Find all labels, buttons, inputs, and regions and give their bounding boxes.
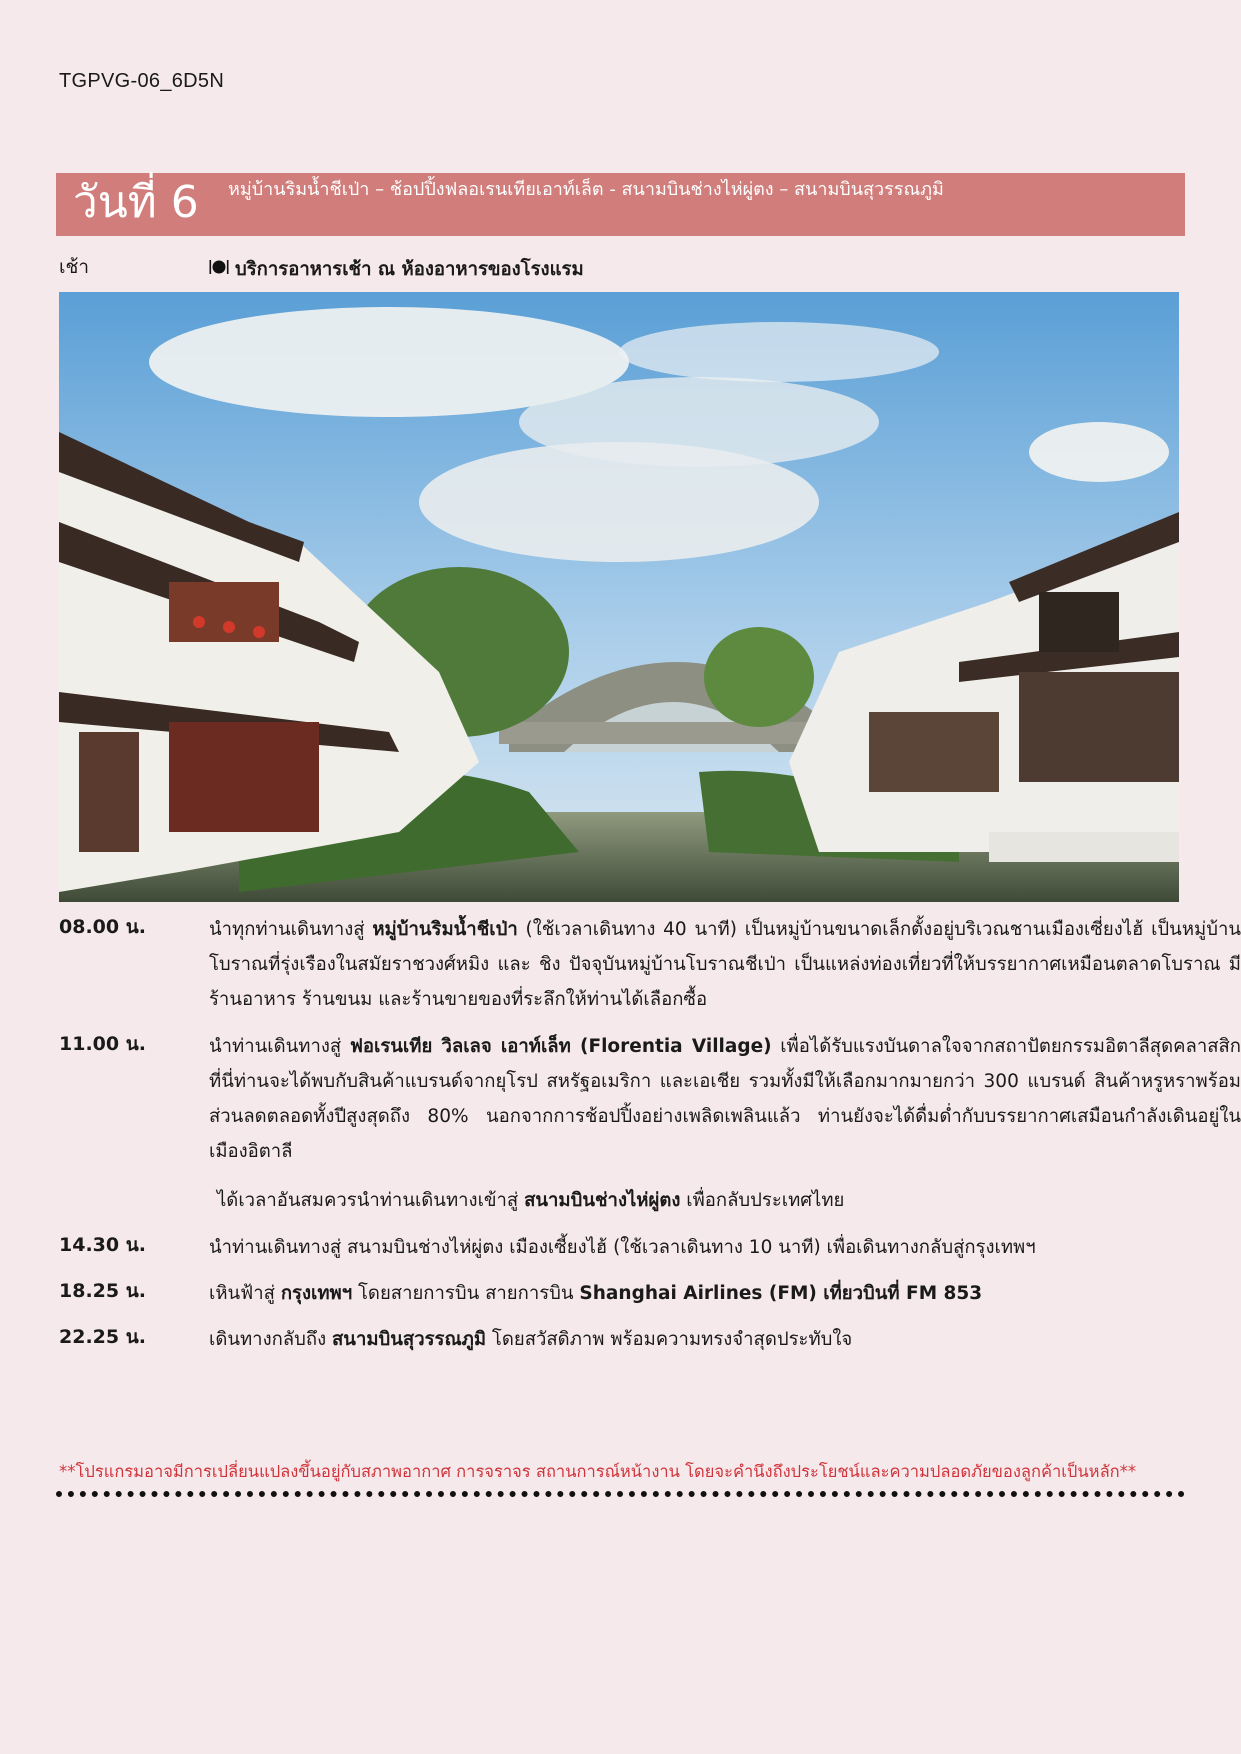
itinerary-text: ได้เวลาอันสมควรนำท่านเดินทางเข้าสู่ — [217, 1190, 525, 1211]
itinerary-text: โดยสายการบิน สายการบิน — [352, 1283, 580, 1304]
itinerary-desc — [209, 1029, 1241, 1169]
itinerary-highlight: หมู่บ้านริมน้ำชีเป่า — [372, 919, 518, 940]
itinerary-text: เพื่อกลับประเทศไทย — [680, 1190, 845, 1211]
itinerary-time: 18.25 น. — [59, 1280, 146, 1302]
meal-icon — [209, 252, 229, 287]
itinerary-text: เพื่อได้รับแรงบันดาลใจจากสถาปัตยกรรมอิตาลีสุดคลาสสิก ที่นี่ท่านจะได้พบกับสินค้าแบรนด์จากยุโรป สหรัฐอเมริกา และเอเชีย รวมทั้งมีให้เลือกมากมายกว่า 300 แบรนด์ สินค้าหรูหราพร้อมส่วนลดตลอดทั้งปีสูงสุดถึง 80% นอกจากการช้อปปิ้งอย่างเพลิดเพลินแล้ว ท่านยังจะได้ดื่มด่ำกับบรรยากาศเสมือนกำลังเดินอยู่ในเมืองอิตาลี — [209, 1036, 1241, 1162]
breakfast-text: บริการอาหารเช้า ณ ห้องอาหารของโรงแรม — [235, 259, 584, 280]
itinerary-text: โดยสวัสดิภาพ พร้อมความทรงจำสุดประทับใจ — [486, 1329, 853, 1350]
itinerary-text: นำทุกท่านเดินทางสู่ — [209, 919, 373, 940]
itinerary-text: นำท่านเดินทางสู่ สนามบินช่างไห่ผู่ตง เมืองเซี้ยงไฮ้ (ใช้เวลาเดินทาง 10 นาที) เพื่อเดินทางกลับสู่กรุงเทพฯ — [209, 1237, 1036, 1258]
itinerary-highlight: สนามบินช่างไห่ผู่ตง — [524, 1190, 681, 1211]
disclaimer-note: **โปรแกรมอาจมีการเปลี่ยนแปลงขึ้นอยู่กับสภาพอากาศ การจราจร สถานการณ์หน้างาน โดยจะคำนึงถึงประโยชน์และความปลอดภัยของลูกค้าเป็นหลัก** — [59, 1462, 1137, 1481]
itinerary-time: 22.25 น. — [59, 1326, 146, 1348]
breakfast-time: เช้า — [59, 256, 90, 278]
itinerary-desc — [209, 1322, 1241, 1357]
itinerary-highlight: กรุงเทพฯ — [280, 1283, 353, 1304]
itinerary-highlight: สนามบินสุวรรณภูมิ — [332, 1329, 487, 1350]
document-code: TGPVG-06_6D5N — [59, 70, 225, 92]
itinerary-text: (ใช้เวลาเดินทาง 40 นาที) เป็นหมู่บ้านขนาดเล็กตั้งอยู่บริเวณชานเมืองเซี่ยงไฮ้ เป็นหมู่บ้านโบราณที่รุ่งเรืองในสมัยราชวงศ์หมิง และ ชิง ปัจจุบันหมู่บ้านโบราณชีเป่า เป็นแหล่งท่องเที่ยวที่ให้บรรยากาศเหมือนตลาดโบราณ มีร้านอาหาร ร้านขนม และร้านขายของที่ระลึกให้ท่านได้เลือกซื้อ — [209, 919, 1241, 1010]
itinerary-time: 11.00 น. — [59, 1033, 146, 1055]
flight-info: Shanghai Airlines (FM) เที่ยวบินที่ FM 853 — [579, 1283, 983, 1304]
day-title: หมู่บ้านริมน้ำชีเป่า – ช้อปปิ้งฟลอเรนเทียเอาท์เล็ต - สนามบินช่างไห่ผู่ตง – สนามบินสุวรรณภูมิ — [228, 179, 944, 200]
dotted-divider — [56, 1491, 1185, 1497]
itinerary-desc — [209, 1230, 1241, 1265]
itinerary-time: 08.00 น. — [59, 916, 146, 938]
itinerary-desc — [209, 1276, 1241, 1311]
day-banner — [56, 173, 1185, 236]
breakfast-desc — [209, 252, 1241, 287]
itinerary-time: 14.30 น. — [59, 1234, 146, 1256]
itinerary-highlight: ฟอเรนเทีย วิลเลจ เอาท์เล็ท (Florentia Village) — [349, 1036, 772, 1057]
itinerary-text: นำท่านเดินทางสู่ — [209, 1036, 350, 1057]
canal-village-photo — [59, 292, 1179, 902]
itinerary-desc — [209, 912, 1241, 1017]
itinerary-text: เหินฟ้าสู่ — [209, 1283, 281, 1304]
itinerary-text: เดินทางกลับถึง — [209, 1329, 332, 1350]
itinerary-desc — [217, 1183, 1241, 1218]
day-label: วันที่ 6 — [73, 177, 199, 228]
